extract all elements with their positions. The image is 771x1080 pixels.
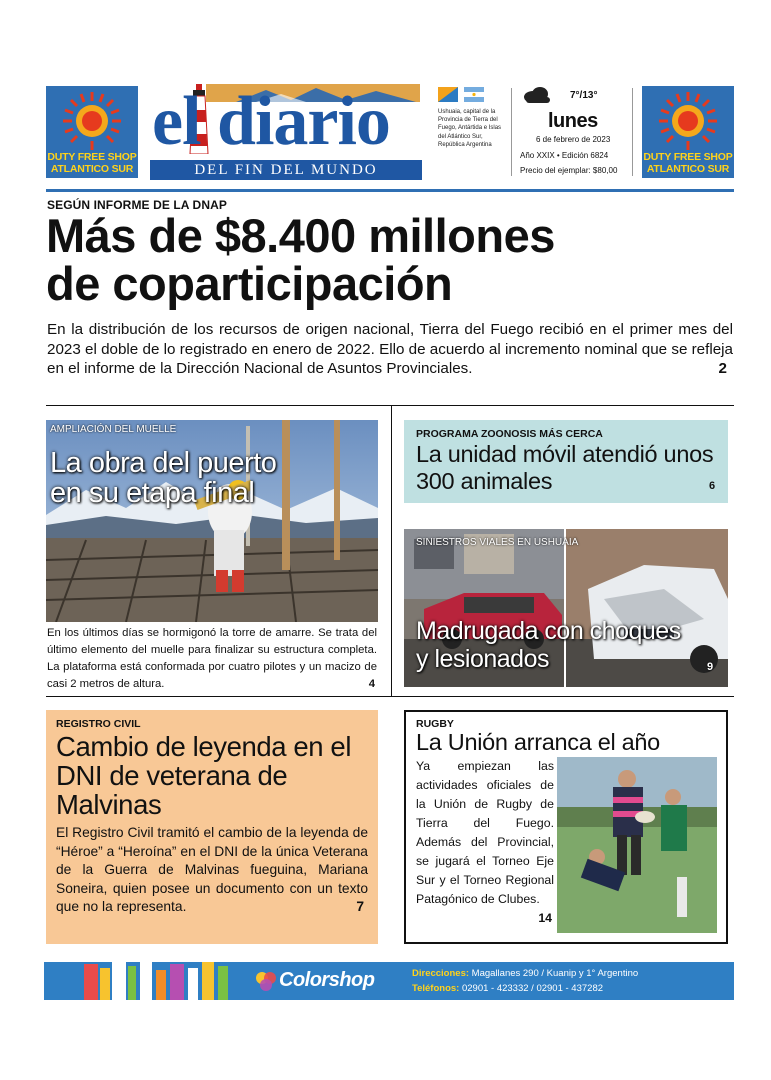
zoonosis-box[interactable] <box>404 420 728 503</box>
siniestros-title <box>416 617 681 673</box>
siniestros-page-number: 9 <box>707 661 714 673</box>
puerto-kicker: AMPLIACIÓN DEL MUELLE <box>50 424 177 435</box>
main-lead-text: En la distribución de los recursos de origen nacional, Tierra del Fuego recibió en el primer mes del 2023 el doble de lo registrado en enero de 2022. Ello de acuerdo al incremento nominal que se refleja en el informe de la Dirección Nacional de Asuntos Provinciales. <box>47 321 733 377</box>
color-swatches-icon <box>84 962 234 1000</box>
weekday: lunes <box>548 110 598 132</box>
puerto-caption <box>47 625 377 693</box>
siniestros-photo[interactable] <box>404 529 728 687</box>
rugby-page-number: 14 <box>538 911 552 925</box>
rugby-players-photo <box>557 757 717 933</box>
duty-free-ad-right[interactable] <box>642 86 734 178</box>
registro-page-number: 7 <box>356 899 364 914</box>
masthead-rule <box>46 189 734 192</box>
logo-subtitle: DEL FIN DEL MUNDO <box>194 162 378 178</box>
puerto-title <box>50 448 276 508</box>
masthead-divider <box>511 88 512 176</box>
sun-icon <box>56 90 128 152</box>
registro-body <box>56 824 368 917</box>
place-text: Ushuaia, capital de la Provincia de Tierra del Fuego, Antártida e Islas del Atlántico Sur, República Argentina <box>438 109 502 148</box>
main-lead <box>47 320 733 379</box>
sun-icon <box>652 90 724 152</box>
rugby-title: La Unión arranca el año <box>416 729 660 755</box>
main-page-number: 2 <box>718 360 727 377</box>
registro-title: Cambio de leyenda en el DNI de veterana de Malvinas <box>56 731 352 820</box>
section-divider-2 <box>46 696 734 697</box>
puerto-title-line-2: en su etapa final <box>50 477 255 509</box>
ad-line-1: DUTY FREE SHOP <box>643 151 733 163</box>
puerto-page-number: 4 <box>368 678 375 690</box>
zoonosis-page-number: 6 <box>709 480 716 492</box>
main-headline-line-2: de coparticipación <box>46 257 453 310</box>
column-divider <box>391 406 392 696</box>
registro-body-text: El Registro Civil tramitó el cambio de la leyenda de “Héroe” a “Heroína” en el DNI de la única Veterana de la Guerra de Malvinas fueguina, Mariana Soneira, quien posee un documento con un texto que no la representa. <box>56 825 368 914</box>
main-headline-line-1: Más de $8.400 millones <box>46 209 555 262</box>
rugby-box[interactable] <box>404 710 728 944</box>
puerto-photo[interactable] <box>46 420 378 622</box>
ad-line-1: DUTY FREE SHOP <box>47 151 137 163</box>
address-value: Magallanes 290 / Kuanip y 1° Argentino <box>471 968 639 979</box>
masthead-logo[interactable] <box>150 84 422 182</box>
zoonosis-title: La unidad móvil atendió unos 300 animales <box>416 441 714 494</box>
logo-wordmark: el diario <box>152 83 390 160</box>
section-divider <box>46 405 734 406</box>
registro-box[interactable] <box>46 710 378 944</box>
rugby-kicker: RUGBY <box>416 718 454 730</box>
rugby-photo[interactable] <box>557 757 717 933</box>
address-label: Direcciones: <box>412 968 470 979</box>
flags-icon <box>438 87 484 103</box>
siniestros-kicker: SINIESTROS VIALES EN USHUAIA <box>416 537 579 548</box>
colorshop-ad[interactable] <box>44 962 734 1000</box>
puerto-title-line-1: La obra del puerto <box>50 447 277 479</box>
phone-label: Teléfonos: <box>412 983 460 994</box>
registro-kicker: REGISTRO CIVIL <box>56 718 141 730</box>
main-kicker: SEGÚN INFORME DE LA DNAP <box>47 198 227 212</box>
puerto-caption-text: En los últimos días se hormigonó la torre de amarre. Se trata del último elemento del muelle para finalizar su estructura completa. La plataforma está conformada por cuatro pilotes y un macizo de casi 2 metros de altura. <box>47 627 377 690</box>
siniestros-title-line-1: Madrugada con choques <box>416 617 681 645</box>
issue-price: Precio del ejemplar: $80,00 <box>520 166 618 175</box>
rugby-body <box>416 757 554 928</box>
edition-number: Año XXIX • Edición 6824 <box>520 151 609 160</box>
colorshop-brand: Colorshop <box>279 969 375 991</box>
phone-value: 02901 - 423332 / 02901 - 437282 <box>461 983 604 994</box>
duty-free-ad-left[interactable] <box>46 86 138 178</box>
temperature: 7°/13° <box>570 90 598 101</box>
zoonosis-kicker: PROGRAMA ZOONOSIS MÁS CERCA <box>416 428 603 440</box>
siniestros-title-line-2: y lesionados <box>416 645 549 673</box>
colorshop-phones <box>412 983 603 994</box>
main-headline[interactable] <box>46 209 736 310</box>
colorshop-address <box>412 968 638 979</box>
issue-date: 6 de febrero de 2023 <box>536 135 611 144</box>
ad-line-2: ATLANTICO SUR <box>646 163 730 175</box>
rugby-body-text: Ya empiezan las actividades oficiales de la Unión de Rugby de Tierra del Fuego. Además del Provincial, se jugará el Torneo Eje Sur y el Torneo Regional Patagónico de Clubes. <box>416 759 554 906</box>
cloud-icon <box>522 86 552 104</box>
colorshop-logo-icon <box>254 970 278 992</box>
masthead-divider-right <box>632 88 633 176</box>
ad-line-2: ATLANTICO SUR <box>50 163 134 175</box>
